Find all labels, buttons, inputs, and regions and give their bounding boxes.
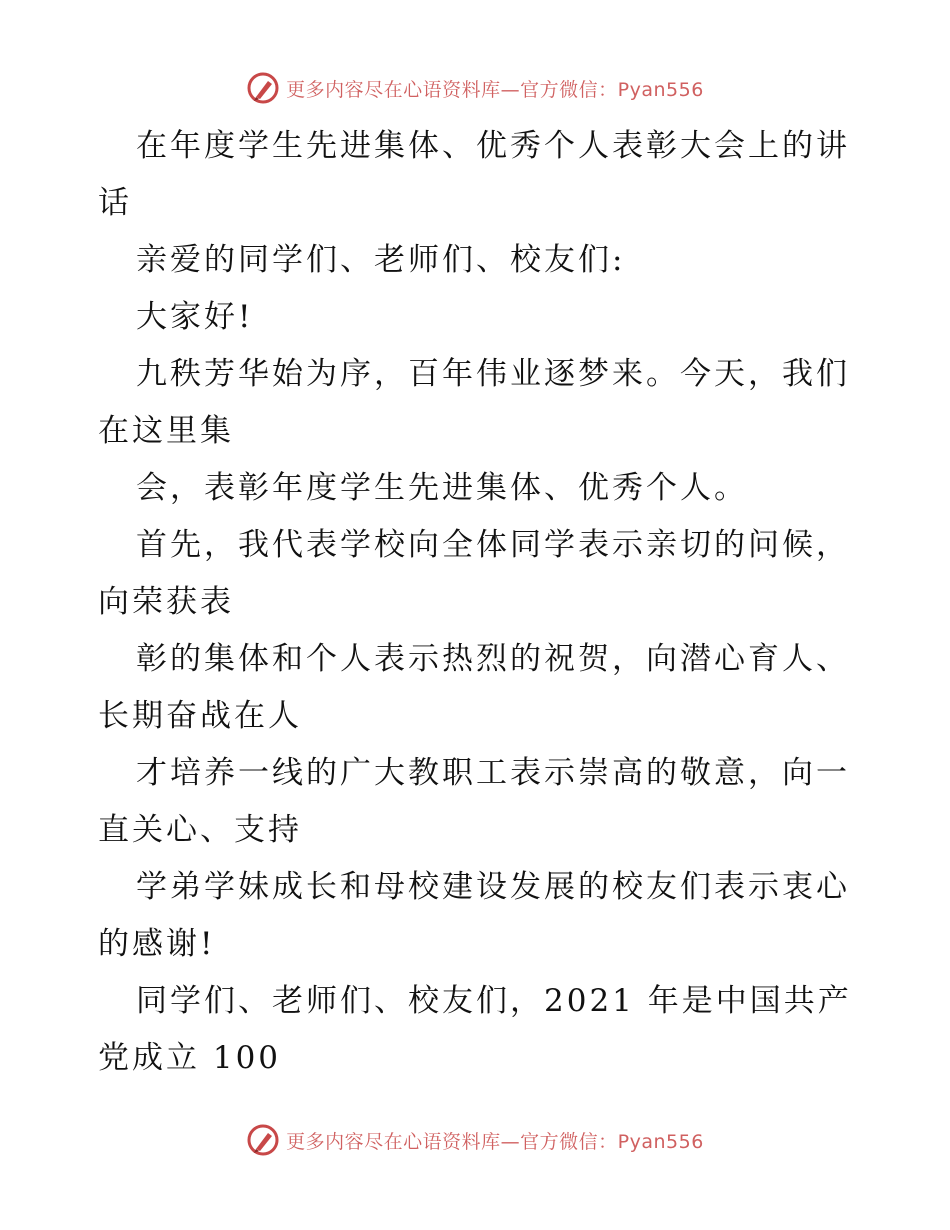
text-line: 首先，我代表学校向全体同学表示亲切的问候， <box>136 527 850 563</box>
text-line: 在年度学生先进集体、优秀个人表彰大会上的讲 <box>136 128 850 164</box>
text-line: 才培养一线的广大教职工表示崇高的敬意，向一 <box>136 755 850 791</box>
text-line: 学弟学妹成长和母校建设发展的校友们表示衷心 <box>136 869 850 905</box>
footer-banner <box>0 1120 950 1160</box>
text-line: 九秩芳华始为序，百年伟业逐梦来。今天，我们 <box>136 356 850 392</box>
header-banner-text: 更多内容尽在心语资料库—官方微信：Pyan556 <box>286 78 704 101</box>
text-line: 彰的集体和个人表示热烈的祝贺，向潜心育人、 <box>136 641 850 677</box>
text-line: 亲爱的同学们、老师们、校友们: <box>136 242 626 278</box>
text-line: 在这里集 <box>98 413 234 449</box>
pen-logo-icon <box>246 1123 280 1157</box>
text-line: 话 <box>98 185 132 221</box>
text-line: 直关心、支持 <box>98 812 302 848</box>
text-line: 大家好! <box>136 299 254 335</box>
text-line: 长期奋战在人 <box>98 698 302 734</box>
text-line: 党成立 100 <box>98 1040 282 1076</box>
text-line: 同学们、老师们、校友们，2021 年是中国共产 <box>136 983 852 1019</box>
document-body <box>98 118 898 1087</box>
text-line: 会，表彰年度学生先进集体、优秀个人。 <box>136 470 748 506</box>
pen-logo-icon <box>246 71 280 105</box>
header-banner <box>0 68 950 108</box>
footer-banner-text: 更多内容尽在心语资料库—官方微信：Pyan556 <box>286 1130 704 1153</box>
text-line: 向荣获表 <box>98 584 234 620</box>
text-line: 的感谢! <box>98 926 216 962</box>
